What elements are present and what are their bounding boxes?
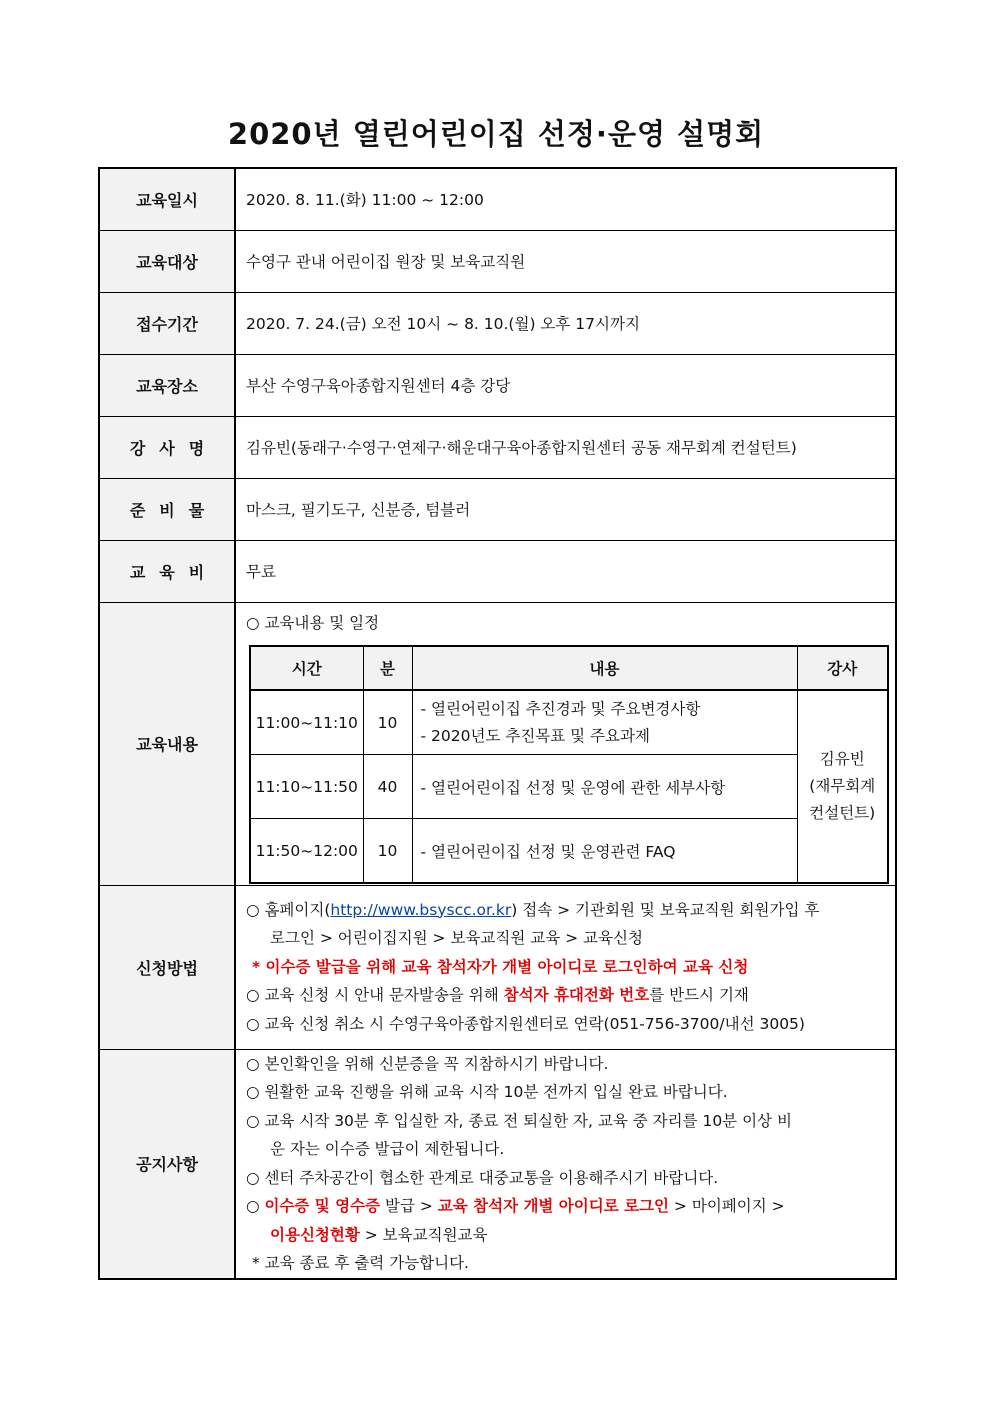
page-title: 2020년 열린어린이집 선정·운영 설명회: [227, 117, 765, 151]
schedule-item: - 열린어린이집 추진경과 및 주요변경사항: [420, 699, 701, 718]
apply-line-3: * 이수증 발급을 위해 교육 참석자가 개별 아이디로 로그인하여 교육 신청: [252, 957, 749, 976]
value-place: 부산 수영구육아종합지원센터 4층 강당: [235, 354, 896, 416]
schedule-row: [250, 755, 888, 819]
notice-line-1: ○ 본인확인을 위해 신분증을 꼭 지참하시기 바랍니다.: [246, 1054, 609, 1073]
schedule-time: 11:50~12:00: [250, 819, 363, 884]
apply-line-1: ○ 홈페이지(http://www.bsyscc.or.kr) 접속 > 기관회원 및 보육교직원 회원가입 후: [246, 900, 820, 919]
header-time: 시간: [250, 646, 363, 690]
apply-line-2: 로그인 > 어린이집지원 > 보육교직원 교육 > 교육신청: [270, 929, 643, 947]
notice-line-4: 운 자는 이수증 발급이 제한됩니다.: [270, 1140, 505, 1158]
label-apply: 신청방법: [99, 885, 235, 1049]
row-supplies: [99, 478, 896, 540]
notice-line-3: ○ 교육 시작 30분 후 입실한 자, 종료 전 퇴실한 자, 교육 중 자리를 10분 이상 비: [246, 1111, 792, 1130]
apply-line-4: ○ 교육 신청 시 안내 문자발송을 위해 참석자 휴대전화 번호를 반드시 기재: [246, 986, 749, 1004]
row-notice: [99, 1049, 896, 1279]
instructor-line: 컨설턴트): [809, 804, 876, 822]
value-supplies: 마스크, 필기도구, 신분증, 텀블러: [235, 478, 896, 540]
value-instructor: 김유빈(동래구·수영구·연제구·해운대구육아종합지원센터 공동 재무회계 컨설턴트): [235, 416, 896, 478]
row-date: [99, 168, 896, 230]
row-period: [99, 292, 896, 354]
instructor-line: (재무회계: [809, 777, 876, 795]
label-notice: 공지사항: [99, 1049, 235, 1279]
label-date: 교육일시: [99, 168, 235, 230]
schedule-item: - 열린어린이집 선정 및 운영에 관한 세부사항: [412, 755, 797, 819]
value-date: 2020. 8. 11.(화) 11:00 ~ 12:00: [235, 168, 896, 230]
notice-line-5: ○ 센터 주차공간이 협소한 관계로 대중교통을 이용해주시기 바랍니다.: [246, 1168, 719, 1187]
row-fee: [99, 540, 896, 602]
apply-line-5: ○ 교육 신청 취소 시 수영구육아종합지원센터로 연락(051-756-3700/내선 3005): [246, 1014, 805, 1033]
row-instructor: [99, 416, 896, 478]
schedule-row: [250, 690, 888, 755]
content-heading: ○ 교육내용 및 일정: [246, 613, 380, 632]
schedule-item: - 2020년도 추진목표 및 주요과제: [420, 726, 650, 745]
header-instructor: 강사: [797, 646, 888, 690]
label-content: 교육내용: [99, 602, 235, 885]
header-content: 내용: [412, 646, 797, 690]
notice-line-8: * 교육 종료 후 출력 가능합니다.: [252, 1254, 469, 1272]
notice-line-7: 이용신청현황 > 보육교직원교육: [270, 1225, 488, 1244]
instructor-line: 김유빈: [819, 750, 865, 768]
value-period: 2020. 7. 24.(금) 오전 10시 ~ 8. 10.(월) 오후 17시까지: [235, 292, 896, 354]
row-target: [99, 230, 896, 292]
header-minutes: 분: [363, 646, 412, 690]
row-content: [99, 602, 896, 885]
schedule-time: 11:00~11:10: [250, 690, 363, 755]
schedule-table: [249, 645, 889, 884]
schedule-minutes: 40: [363, 755, 412, 819]
value-fee: 무료: [235, 540, 896, 602]
row-place: [99, 354, 896, 416]
row-apply: [99, 885, 896, 1049]
info-table: [98, 167, 897, 1280]
schedule-minutes: 10: [363, 819, 412, 884]
notice-line-6: ○ 이수증 및 영수증 발급 > 교육 참석자 개별 아이디로 로그인 > 마이페이지 >: [246, 1197, 785, 1215]
label-supplies: 준비물: [129, 500, 219, 520]
label-target: 교육대상: [99, 230, 235, 292]
label-place: 교육장소: [99, 354, 235, 416]
homepage-link[interactable]: http://www.bsyscc.or.kr: [330, 900, 512, 919]
schedule-item: - 열린어린이집 선정 및 운영관련 FAQ: [412, 819, 797, 884]
schedule-minutes: 10: [363, 690, 412, 755]
notice-line-2: ○ 원활한 교육 진행을 위해 교육 시작 10분 전까지 입실 완료 바랍니다.: [246, 1083, 728, 1101]
schedule-time: 11:10~11:50: [250, 755, 363, 819]
label-period: 접수기간: [99, 292, 235, 354]
schedule-row: [250, 819, 888, 884]
label-fee: 교육비: [129, 562, 219, 582]
schedule-header: [250, 646, 888, 690]
value-target: 수영구 관내 어린이집 원장 및 보육교직원: [235, 230, 896, 292]
label-instructor: 강사명: [129, 438, 219, 458]
schedule-instructor: [797, 690, 888, 883]
